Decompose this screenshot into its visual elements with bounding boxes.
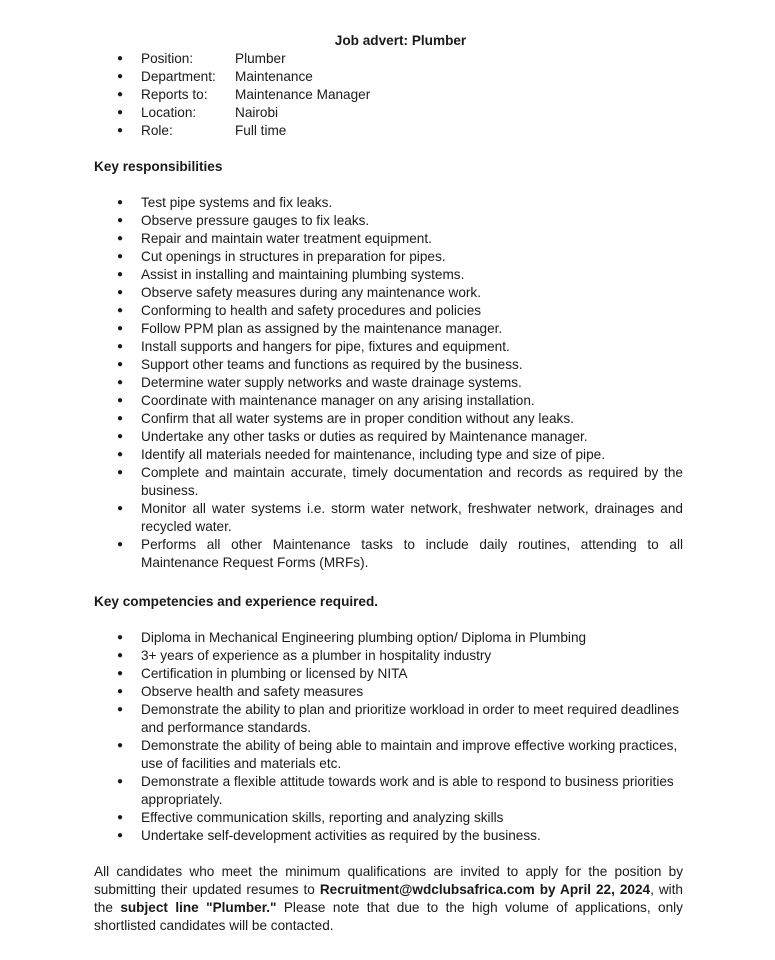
- bullet-icon: ●: [117, 89, 124, 100]
- bullet-icon: ●: [117, 812, 124, 823]
- competency-item: ● Diploma in Mechanical Engineering plumbing option/ Diploma in Plumbing: [117, 630, 587, 645]
- responsibility-item: ● Complete and maintain accurate, timely documentation and records as required by the business.: [117, 465, 683, 498]
- bullet-icon: ●: [117, 341, 124, 352]
- recruitment-email[interactable]: Recruitment@wdclubsafrica.com: [319, 882, 535, 897]
- closing-paragraph: All candidates who meet the minimum qualifications are invited to apply for the position by submitting their updated resumes to Recruitment@wdclubsafrica.com by April 22, 2024, with the subject line "Plumber." Please note that due to the high volume of applications, only shortlisted candidates will be contacted.: [94, 864, 683, 933]
- bullet-icon: ●: [117, 686, 124, 697]
- job-info-label: Role:: [141, 123, 173, 138]
- job-info-label: Reports to:: [141, 87, 208, 102]
- bullet-icon: ●: [117, 776, 124, 787]
- bullet-icon: ●: [117, 233, 124, 244]
- job-info-label: Position:: [141, 51, 194, 66]
- bullet-icon: ●: [117, 197, 124, 208]
- competencies-heading: Key competencies and experience required.: [94, 594, 379, 609]
- bullet-icon: ●: [117, 830, 124, 841]
- competencies-list: [0, 629, 775, 845]
- responsibility-item: ● Observe safety measures during any maintenance work.: [117, 285, 482, 300]
- job-info-label: Department:: [141, 69, 216, 84]
- competency-item: ● Demonstrate the ability to plan and prioritize workload in order to meet required deadlines and performance standards.: [117, 702, 680, 735]
- responsibility-item: ● Confirm that all water systems are in proper condition without any leaks.: [117, 411, 574, 426]
- responsibilities-list: [0, 194, 775, 572]
- responsibility-item: ● Support other teams and functions as required by the business.: [117, 357, 523, 372]
- competency-item: ● Demonstrate a flexible attitude towards work and is able to respond to business priorities appropriately.: [117, 774, 674, 807]
- responsibility-item: ● Monitor all water systems i.e. storm water network, freshwater network, drainages and recycled water.: [117, 501, 683, 534]
- bullet-icon: ●: [117, 125, 124, 136]
- responsibility-item: ● Observe pressure gauges to fix leaks.: [117, 213, 370, 228]
- bullet-icon: ●: [117, 395, 124, 406]
- job-info-value: Nairobi: [235, 105, 279, 120]
- responsibility-item: ● Test pipe systems and fix leaks.: [117, 195, 333, 210]
- responsibility-item: ● Assist in installing and maintaining plumbing systems.: [117, 267, 465, 282]
- competency-item: ● Certification in plumbing or licensed by NITA: [117, 666, 408, 681]
- bullet-icon: ●: [117, 107, 124, 118]
- responsibility-item: ● Repair and maintain water treatment equipment.: [117, 231, 432, 246]
- competency-item: ● 3+ years of experience as a plumber in hospitality industry: [117, 648, 492, 663]
- bullet-icon: ●: [117, 377, 124, 388]
- responsibility-item: ● Follow PPM plan as assigned by the maintenance manager.: [117, 321, 503, 336]
- bullet-icon: ●: [117, 71, 124, 82]
- bullet-icon: ●: [117, 650, 124, 661]
- job-info-value: Maintenance Manager: [235, 87, 371, 102]
- bullet-icon: ●: [117, 539, 124, 550]
- responsibility-item: ● Identify all materials needed for maintenance, including type and size of pipe.: [117, 447, 605, 462]
- responsibility-item: ● Install supports and hangers for pipe, fixtures and equipment.: [117, 339, 510, 354]
- bullet-icon: ●: [117, 704, 124, 715]
- bullet-icon: ●: [117, 269, 124, 280]
- bullet-icon: ●: [117, 668, 124, 679]
- bullet-icon: ●: [117, 503, 124, 514]
- bullet-icon: ●: [117, 740, 124, 751]
- bullet-icon: ●: [117, 632, 124, 643]
- bullet-icon: ●: [117, 305, 124, 316]
- responsibilities-heading: Key responsibilities: [94, 159, 223, 174]
- competency-item: ● Demonstrate the ability of being able to maintain and improve effective working practices, use of facilities and materials etc.: [117, 738, 678, 771]
- responsibility-item: ● Determine water supply networks and waste drainage systems.: [117, 375, 522, 390]
- bullet-icon: ●: [117, 215, 124, 226]
- bullet-icon: ●: [117, 449, 124, 460]
- competency-item: ● Undertake self-development activities as required by the business.: [117, 828, 541, 843]
- job-info-value: Maintenance: [235, 69, 313, 84]
- bullet-icon: ●: [117, 431, 124, 442]
- job-info-value: Plumber: [235, 51, 286, 66]
- responsibility-item: ● Undertake any other tasks or duties as required by Maintenance manager.: [117, 429, 588, 444]
- bullet-icon: ●: [117, 413, 124, 424]
- bullet-icon: ●: [117, 287, 124, 298]
- responsibility-item: ● Cut openings in structures in preparation for pipes.: [117, 249, 446, 264]
- application-deadline: by April 22, 2024: [534, 882, 651, 897]
- bullet-icon: ●: [117, 251, 124, 262]
- bullet-icon: ●: [117, 323, 124, 334]
- document-title: Job advert: Plumber: [334, 33, 467, 48]
- job-info-label: Location:: [141, 105, 197, 120]
- bullet-icon: ●: [117, 467, 124, 478]
- competency-item: ● Effective communication skills, reporting and analyzing skills: [117, 810, 504, 825]
- bullet-icon: ●: [117, 53, 124, 64]
- subject-line: subject line "Plumber.": [120, 900, 277, 915]
- responsibility-item: ● Conforming to health and safety procedures and policies: [117, 303, 482, 318]
- responsibility-item: ● Coordinate with maintenance manager on any arising installation.: [117, 393, 535, 408]
- bullet-icon: ●: [117, 359, 124, 370]
- responsibility-item: ● Performs all other Maintenance tasks to include daily routines, attending to all Maintenance Request Forms (MRFs).: [117, 537, 683, 570]
- competency-item: ● Observe health and safety measures: [117, 684, 364, 699]
- job-info-value: Full time: [235, 123, 287, 138]
